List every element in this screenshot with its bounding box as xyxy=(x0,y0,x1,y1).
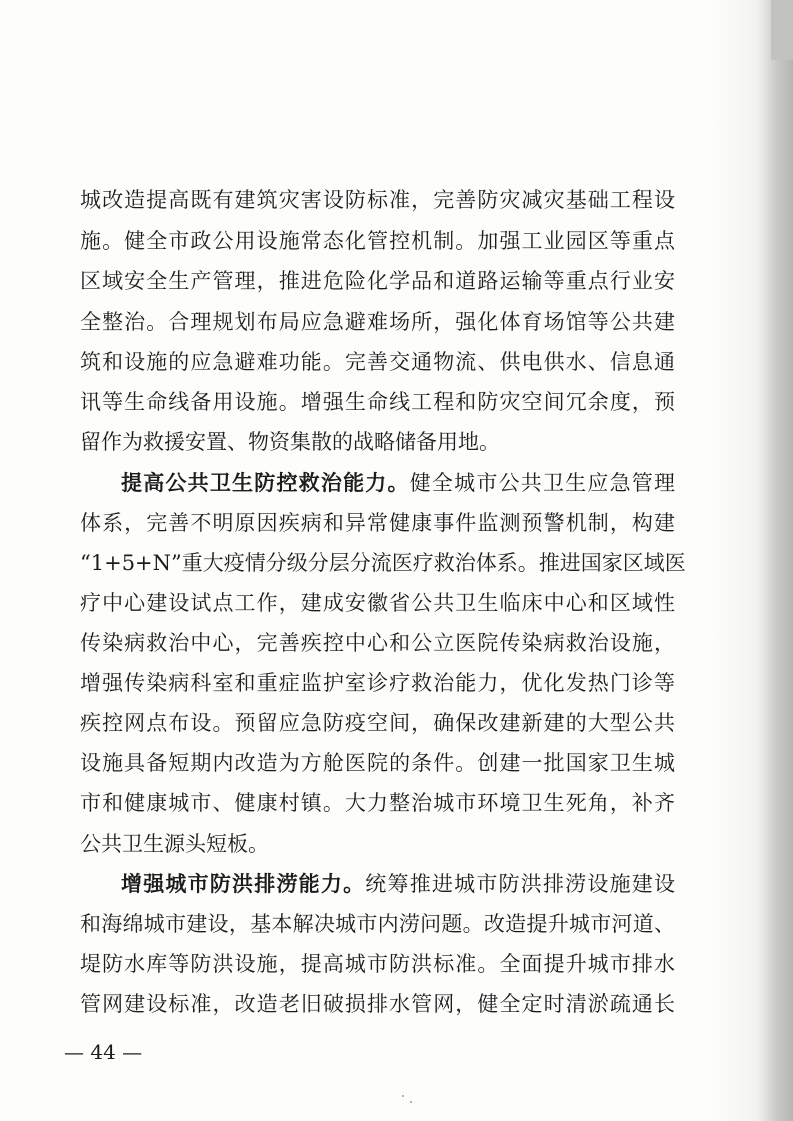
paragraph-first-line xyxy=(121,866,675,902)
text-line: “1+5+N”重大疫情分级分层分流医疗救治体系。推进国家区域医 xyxy=(80,551,686,575)
text-line: 全整治。合理规划布局应急避难场所，强化体育场馆等公共建 xyxy=(80,310,675,334)
scan-speck xyxy=(402,1095,404,1097)
text-line: 疾控网点布设。预留应急防疫空间，确保改建新建的大型公共 xyxy=(80,711,675,735)
paragraph-first-line xyxy=(121,465,675,501)
text-line: 传染病救治中心，完善疾控中心和公立医院传染病救治设施， xyxy=(80,631,675,655)
text-line: 设施具备短期内改造为方舱医院的条件。创建一批国家卫生城 xyxy=(80,751,675,775)
text-line: 增强传染病科室和重症监护室诊疗救治能力，优化发热门诊等 xyxy=(80,671,675,695)
page-number: — 44 — xyxy=(64,1040,143,1064)
text-line: 区域安全生产管理，推进危险化学品和道路运输等重点行业安 xyxy=(80,269,675,293)
text-line: 城改造提高既有建筑灾害设防标准，完善防灾减灾基础工程设 xyxy=(80,188,675,212)
text-line: 留作为救援安置、物资集散的战略储备用地。 xyxy=(80,430,500,454)
text-line: 体系，完善不明原因疾病和异常健康事件监测预警机制，构建 xyxy=(80,511,675,535)
text-span: 统筹推进城市防洪排涝设施建设 xyxy=(365,872,676,896)
text-line: 市和健康城市、健康村镇。大力整治城市环境卫生死角，补齐 xyxy=(80,791,675,815)
text-line: 筑和设施的应急避难功能。完善交通物流、供电供水、信息通 xyxy=(80,350,675,374)
text-line: 讯等生命线备用设施。增强生命线工程和防灾空间冗余度，预 xyxy=(80,390,675,414)
text-line: 施。健全市政公用设施常态化管控机制。加强工业园区等重点 xyxy=(80,229,675,253)
scan-speck xyxy=(410,1101,412,1103)
section-heading: 提高公共卫生防控救治能力。 xyxy=(121,471,410,495)
text-line: 疗中心建设试点工作，建成安徽省公共卫生临床中心和区域性 xyxy=(80,591,675,615)
text-line: 公共卫生源头短板。 xyxy=(80,832,269,856)
text-line: 和海绵城市建设，基本解决城市内涝问题。改造提升城市河道、 xyxy=(80,912,675,936)
text-line: 堤防水库等防洪设施，提高城市防洪标准。全面提升城市排水 xyxy=(80,952,675,976)
text-line: 管网建设标准，改造老旧破损排水管网，健全定时清淤疏通长 xyxy=(80,992,675,1016)
section-heading: 增强城市防洪排涝能力。 xyxy=(121,872,366,896)
text-span: 健全城市公共卫生应急管理 xyxy=(409,471,676,495)
